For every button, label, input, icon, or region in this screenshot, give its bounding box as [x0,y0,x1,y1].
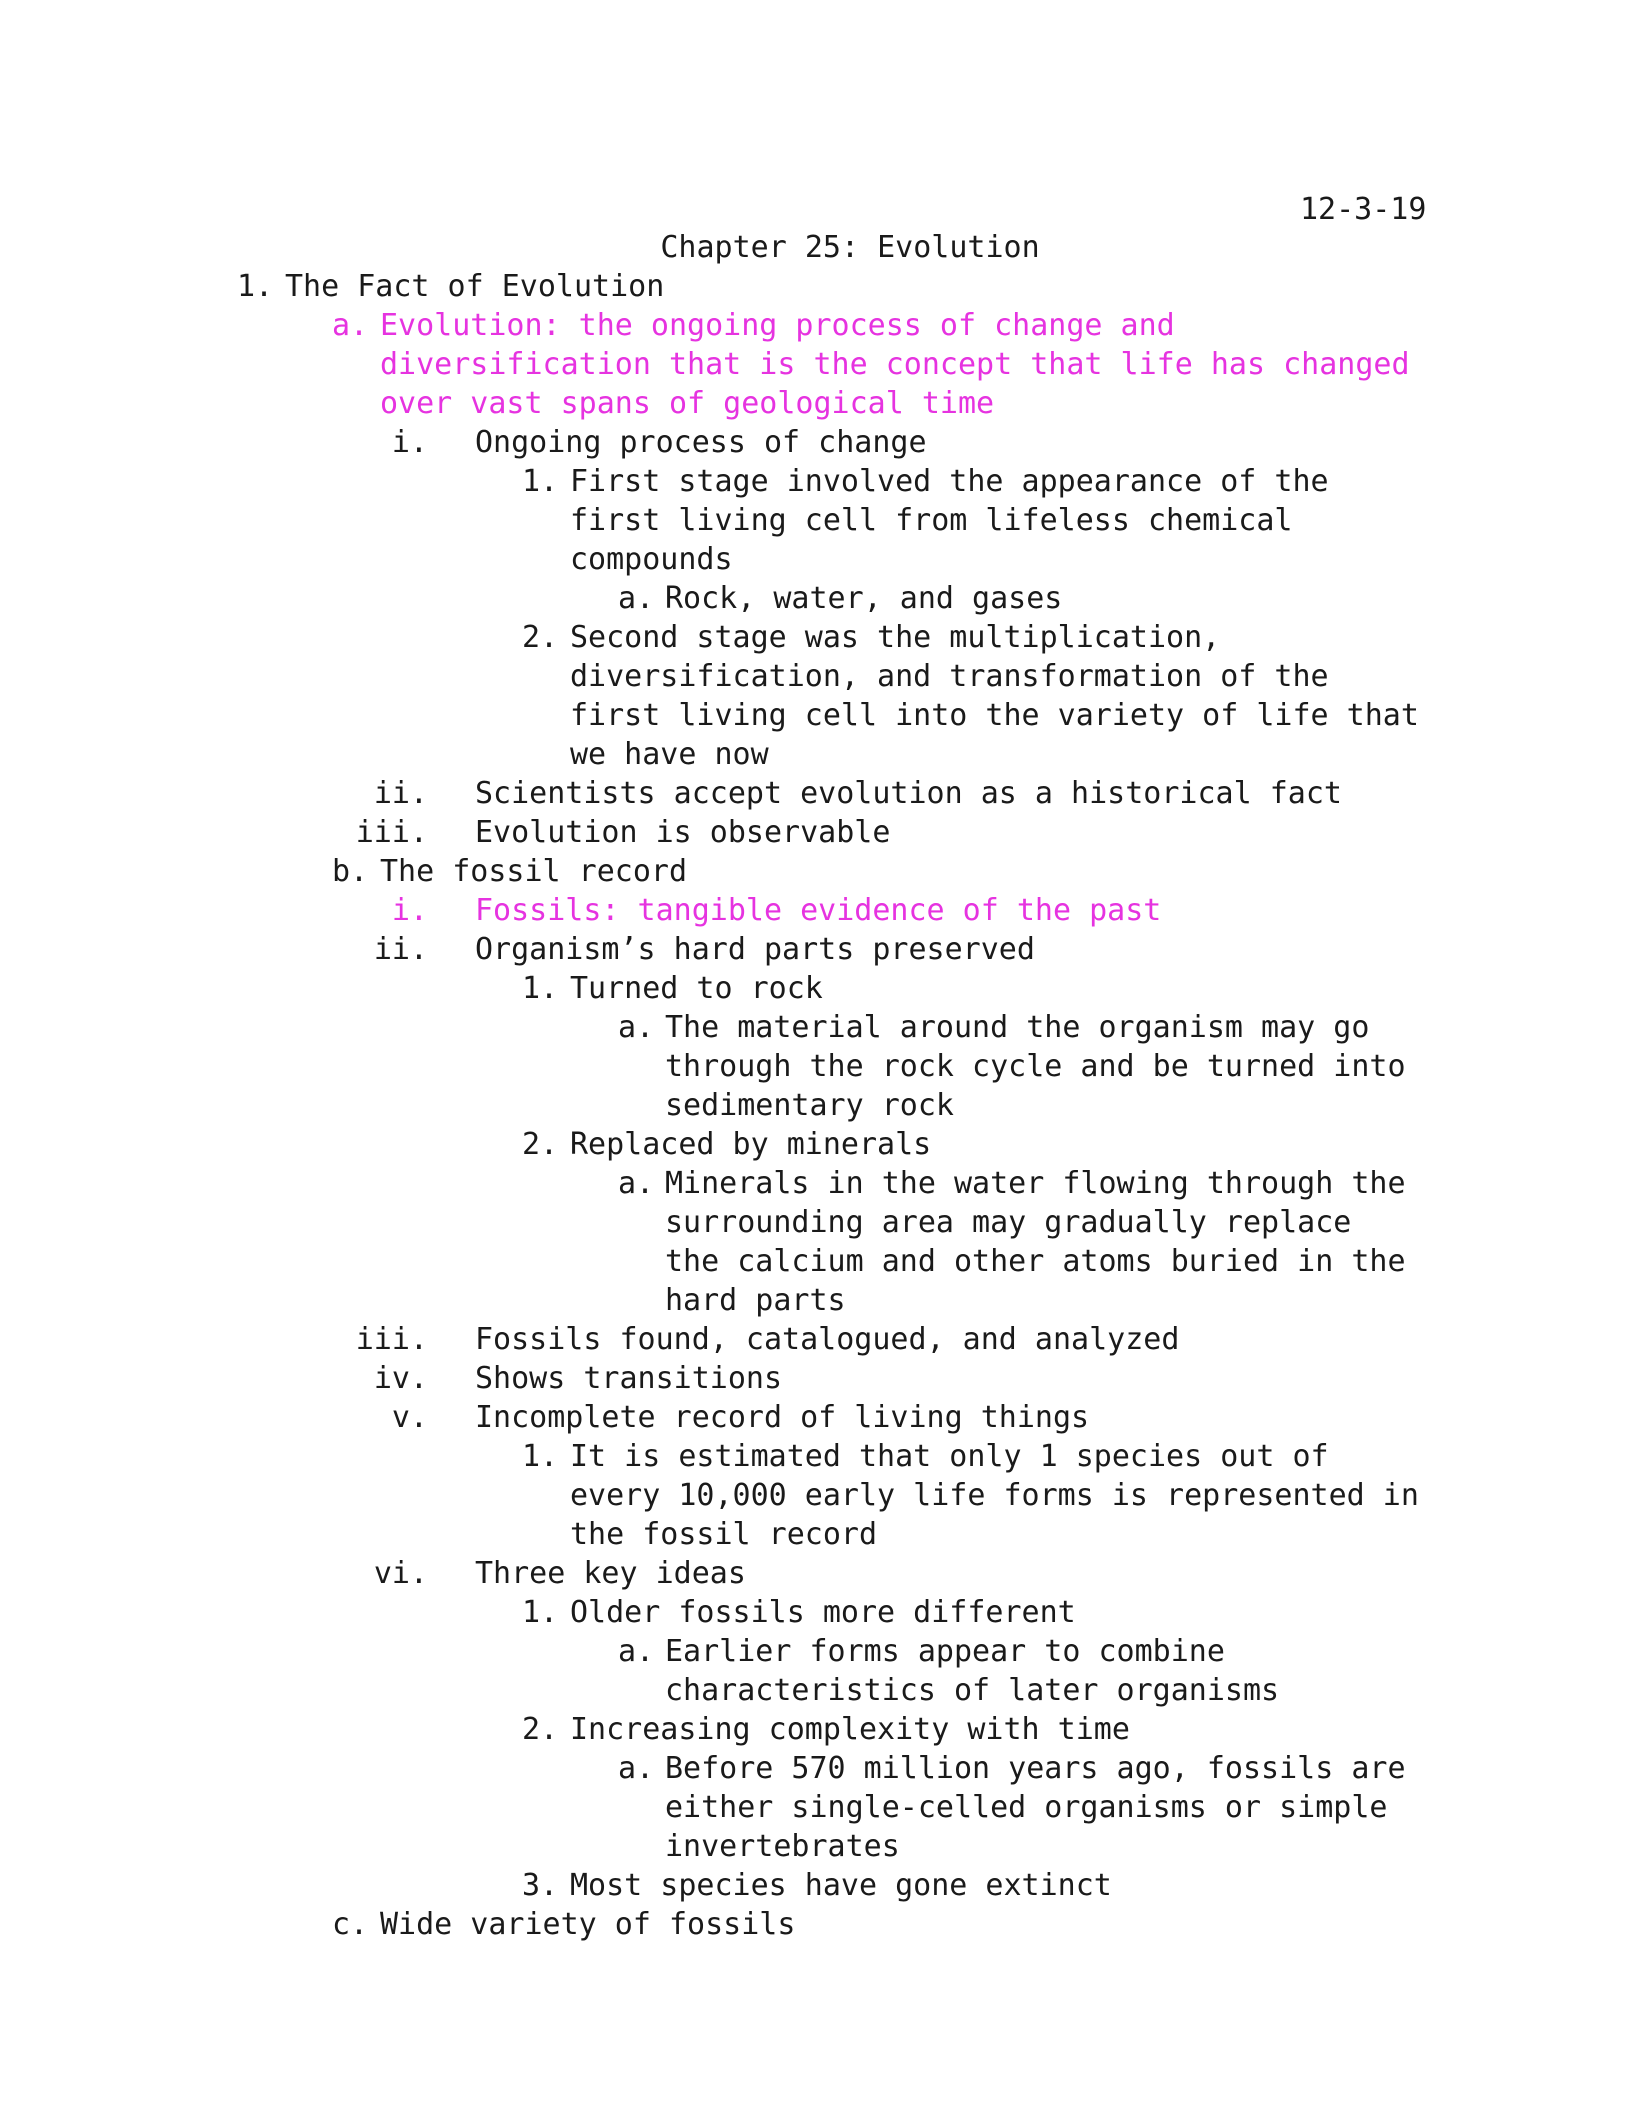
outline-item [0,1554,1640,1593]
outline-marker: 1. [522,971,559,1006]
outline-marker: c. [332,1907,369,1942]
outline-item [0,774,1640,813]
outline-text: Increasing complexity with time [570,1712,1130,1747]
outline-item [0,1710,1640,1749]
outline-text: Most species have gone extinct [570,1868,1112,1903]
date-label: 12-3-19 [1300,192,1427,227]
outline-text: Organism’s hard parts preserved [475,932,1035,967]
outline-item [0,306,1640,423]
outline-text: Fossils: tangible evidence of the past [475,893,1162,928]
outline-marker: 1. [522,1595,559,1630]
outline-text: Turned to rock [570,971,823,1006]
outline-item [0,969,1640,1008]
outline-item [0,579,1640,618]
outline-marker: 3. [522,1868,559,1903]
outline-marker: v. [391,1400,428,1435]
outline-marker: 1. [237,269,274,304]
outline-item [0,891,1640,930]
outline-text: Replaced by minerals [570,1127,932,1162]
outline-marker: 2. [522,1127,559,1162]
outline-marker: iv. [373,1361,428,1396]
outline-text: Evolution: the ongoing process of change and diversification that is the concept that life has changed over vast spans of geological time [380,308,1410,421]
outline-text: Earlier forms appear to combine characteristics of later organisms [665,1634,1280,1708]
outline-marker: a. [618,1010,655,1045]
outline-item [0,462,1640,579]
outline-text: Before 570 million years ago, fossils are either single-celled organisms or simple invertebrates [665,1751,1406,1864]
outline-item [0,1320,1640,1359]
outline-text: Shows transitions [475,1361,783,1396]
outline-marker: 1. [522,464,559,499]
outline-marker: 2. [522,1712,559,1747]
outline-text: The fossil record [380,854,688,889]
outline-item [0,813,1640,852]
outline-item [0,1749,1640,1866]
outline-text: Second stage was the multiplication, diversification, and transformation of the first living cell into the variety of life that we have now [570,620,1419,772]
outline-text: Wide variety of fossils [380,1907,796,1942]
outline-marker: a. [618,1751,655,1786]
outline-text: Evolution is observable [475,815,891,850]
outline-item [0,1866,1640,1905]
outline-text: Incomplete record of living things [475,1400,1090,1435]
outline-marker: ii. [373,776,428,811]
outline-item [0,1125,1640,1164]
outline-text: Fossils found, catalogued, and analyzed [475,1322,1180,1357]
outline-text: The Fact of Evolution [285,269,665,304]
outline-marker: ii. [373,932,428,967]
outline-text: It is estimated that only 1 species out of every 10,000 early life forms is represented in the fossil record [570,1439,1419,1552]
outline-item [0,852,1640,891]
outline-marker: vi. [373,1556,428,1591]
outline-marker: a. [332,308,369,343]
outline-marker: a. [618,1634,655,1669]
outline-list [0,267,1640,1944]
outline-text: First stage involved the appearance of the first living cell from lifeless chemical compounds [570,464,1329,577]
outline-item [0,423,1640,462]
outline-marker: b. [332,854,369,889]
outline-marker: 2. [522,620,559,655]
outline-text: The material around the organism may go through the rock cycle and be turned into sedimentary rock [665,1010,1406,1123]
outline-item [0,1164,1640,1320]
outline-item [0,1905,1640,1944]
outline-marker: i. [391,893,428,928]
outline-marker: iii. [355,815,428,850]
outline-item [0,1437,1640,1554]
outline-text: Ongoing process of change [475,425,927,460]
outline-marker: i. [391,425,428,460]
outline-marker: a. [618,1166,655,1201]
outline-text: Older fossils more different [570,1595,1076,1630]
outline-item [0,618,1640,774]
outline-text: Rock, water, and gases [665,581,1063,616]
outline-marker: iii. [355,1322,428,1357]
outline-text: Three key ideas [475,1556,746,1591]
outline-item [0,1632,1640,1710]
outline-marker: 1. [522,1439,559,1474]
page-title: Chapter 25: Evolution [660,230,1040,265]
outline-item [0,1398,1640,1437]
outline-item [0,1008,1640,1125]
outline-text: Scientists accept evolution as a historical fact [475,776,1342,811]
outline-item [0,1359,1640,1398]
outline-marker: a. [618,581,655,616]
outline-text: Minerals in the water flowing through the surrounding area may gradually replace the calcium and other atoms buried in the hard parts [665,1166,1406,1318]
outline-item [0,1593,1640,1632]
outline-item [0,930,1640,969]
outline-item [0,267,1640,306]
